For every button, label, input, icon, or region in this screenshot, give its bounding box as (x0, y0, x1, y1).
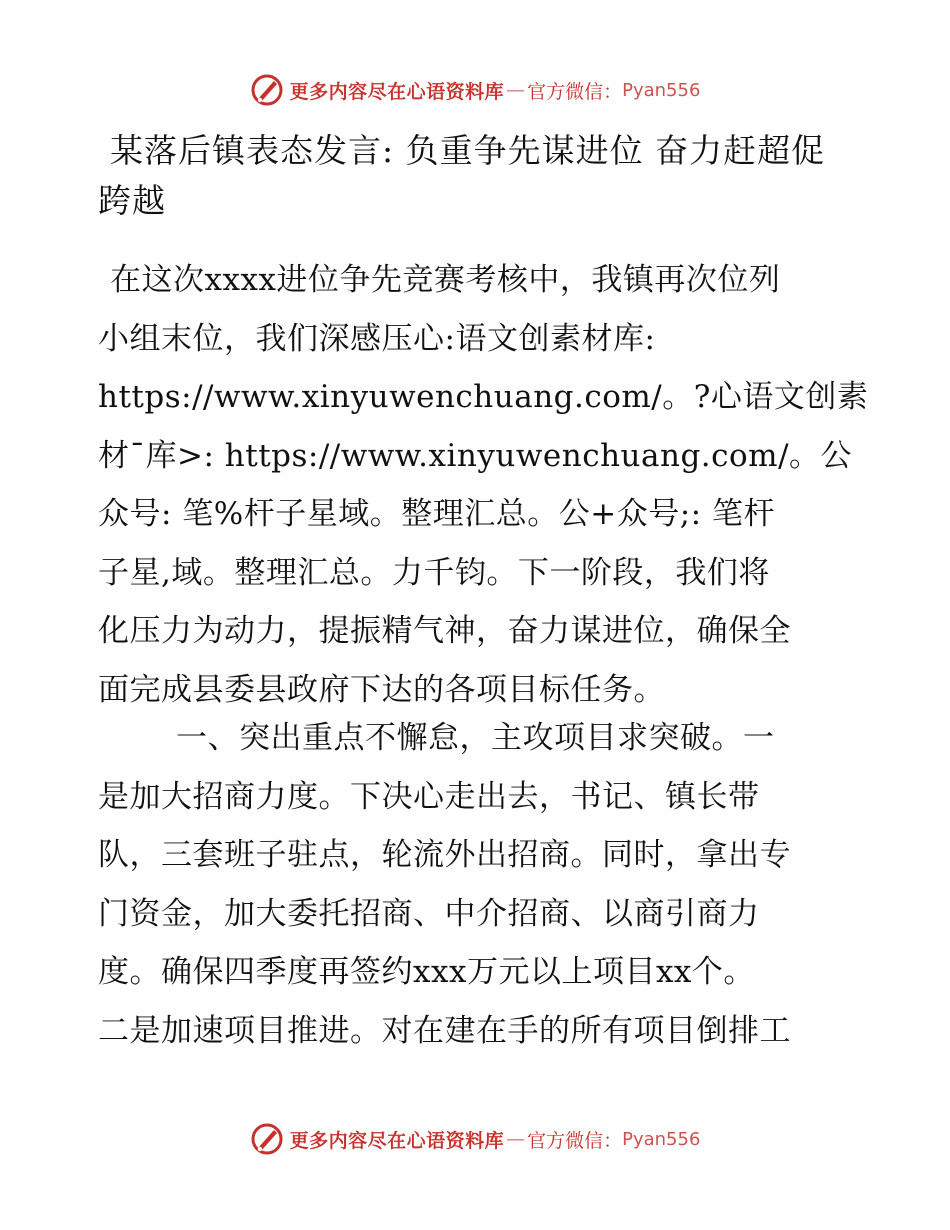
pen-logo-icon (250, 1122, 284, 1156)
text-line: 在这次xxxx进位争先竞赛考核中，我镇再次位列 (110, 262, 781, 298)
banner-separator: — (506, 1128, 526, 1150)
text-line: 材¯库>: https://www.xinyuwenchuang.com/。公 (98, 437, 853, 474)
text-line: 是加大招商力度。下决心走出去，书记、镇长带 (98, 778, 760, 815)
paragraph-section-one (98, 709, 858, 1060)
text-line: 众号: 笔%杆子星域。整理汇总。公+众号;: 笔杆 (98, 496, 775, 532)
banner-wechat-label: 官方微信： (527, 80, 623, 103)
text-line: 队，三套班子驻点，轮流外出招商。同时，拿出专 (98, 837, 791, 873)
title-line: 跨越 (98, 181, 166, 220)
paragraph-intro (98, 251, 869, 719)
text-line: 门资金，加大委托招商、中介招商、以商引商力 (98, 895, 760, 932)
banner-wechat-label: 官方微信： (527, 1129, 623, 1152)
pen-logo-icon (250, 73, 284, 107)
title-line: 某落后镇表态发言: 负重争先谋进位 奋力赶超促 (110, 131, 826, 170)
text-line: 小组末位，我们深感压心:语文创素材库: (98, 320, 656, 357)
text-line: 子星,域。整理汇总。力千钧。下一阶段，我们将 (98, 554, 770, 591)
banner-main-text: 更多内容尽在心语资料库 (289, 1129, 505, 1152)
banner-main-text: 更多内容尽在心语资料库 (289, 80, 505, 103)
text-line: 度。确保四季度再签约xxx万元以上项目xx个。 (98, 954, 755, 990)
text-line: 面完成县委县政府下达的各项目标任务。 (98, 671, 665, 708)
document-title (98, 126, 858, 226)
banner-wechat-id: Pyan556 (622, 79, 701, 101)
text-line: 二是加速项目推进。对在建在手的所有项目倒排工 (98, 1012, 791, 1049)
text-line: 化压力为动力，提振精气神，奋力谋进位，确保全 (98, 613, 791, 649)
footer-banner (0, 1119, 950, 1159)
banner-separator: — (506, 79, 526, 101)
text-line: https://www.xinyuwenchuang.com/。?心语文创素 (98, 379, 869, 415)
text-line: 一、突出重点不懈怠，主攻项目求突破。一 (176, 720, 775, 756)
header-banner (0, 70, 950, 110)
banner-wechat-id: Pyan556 (622, 1128, 701, 1150)
